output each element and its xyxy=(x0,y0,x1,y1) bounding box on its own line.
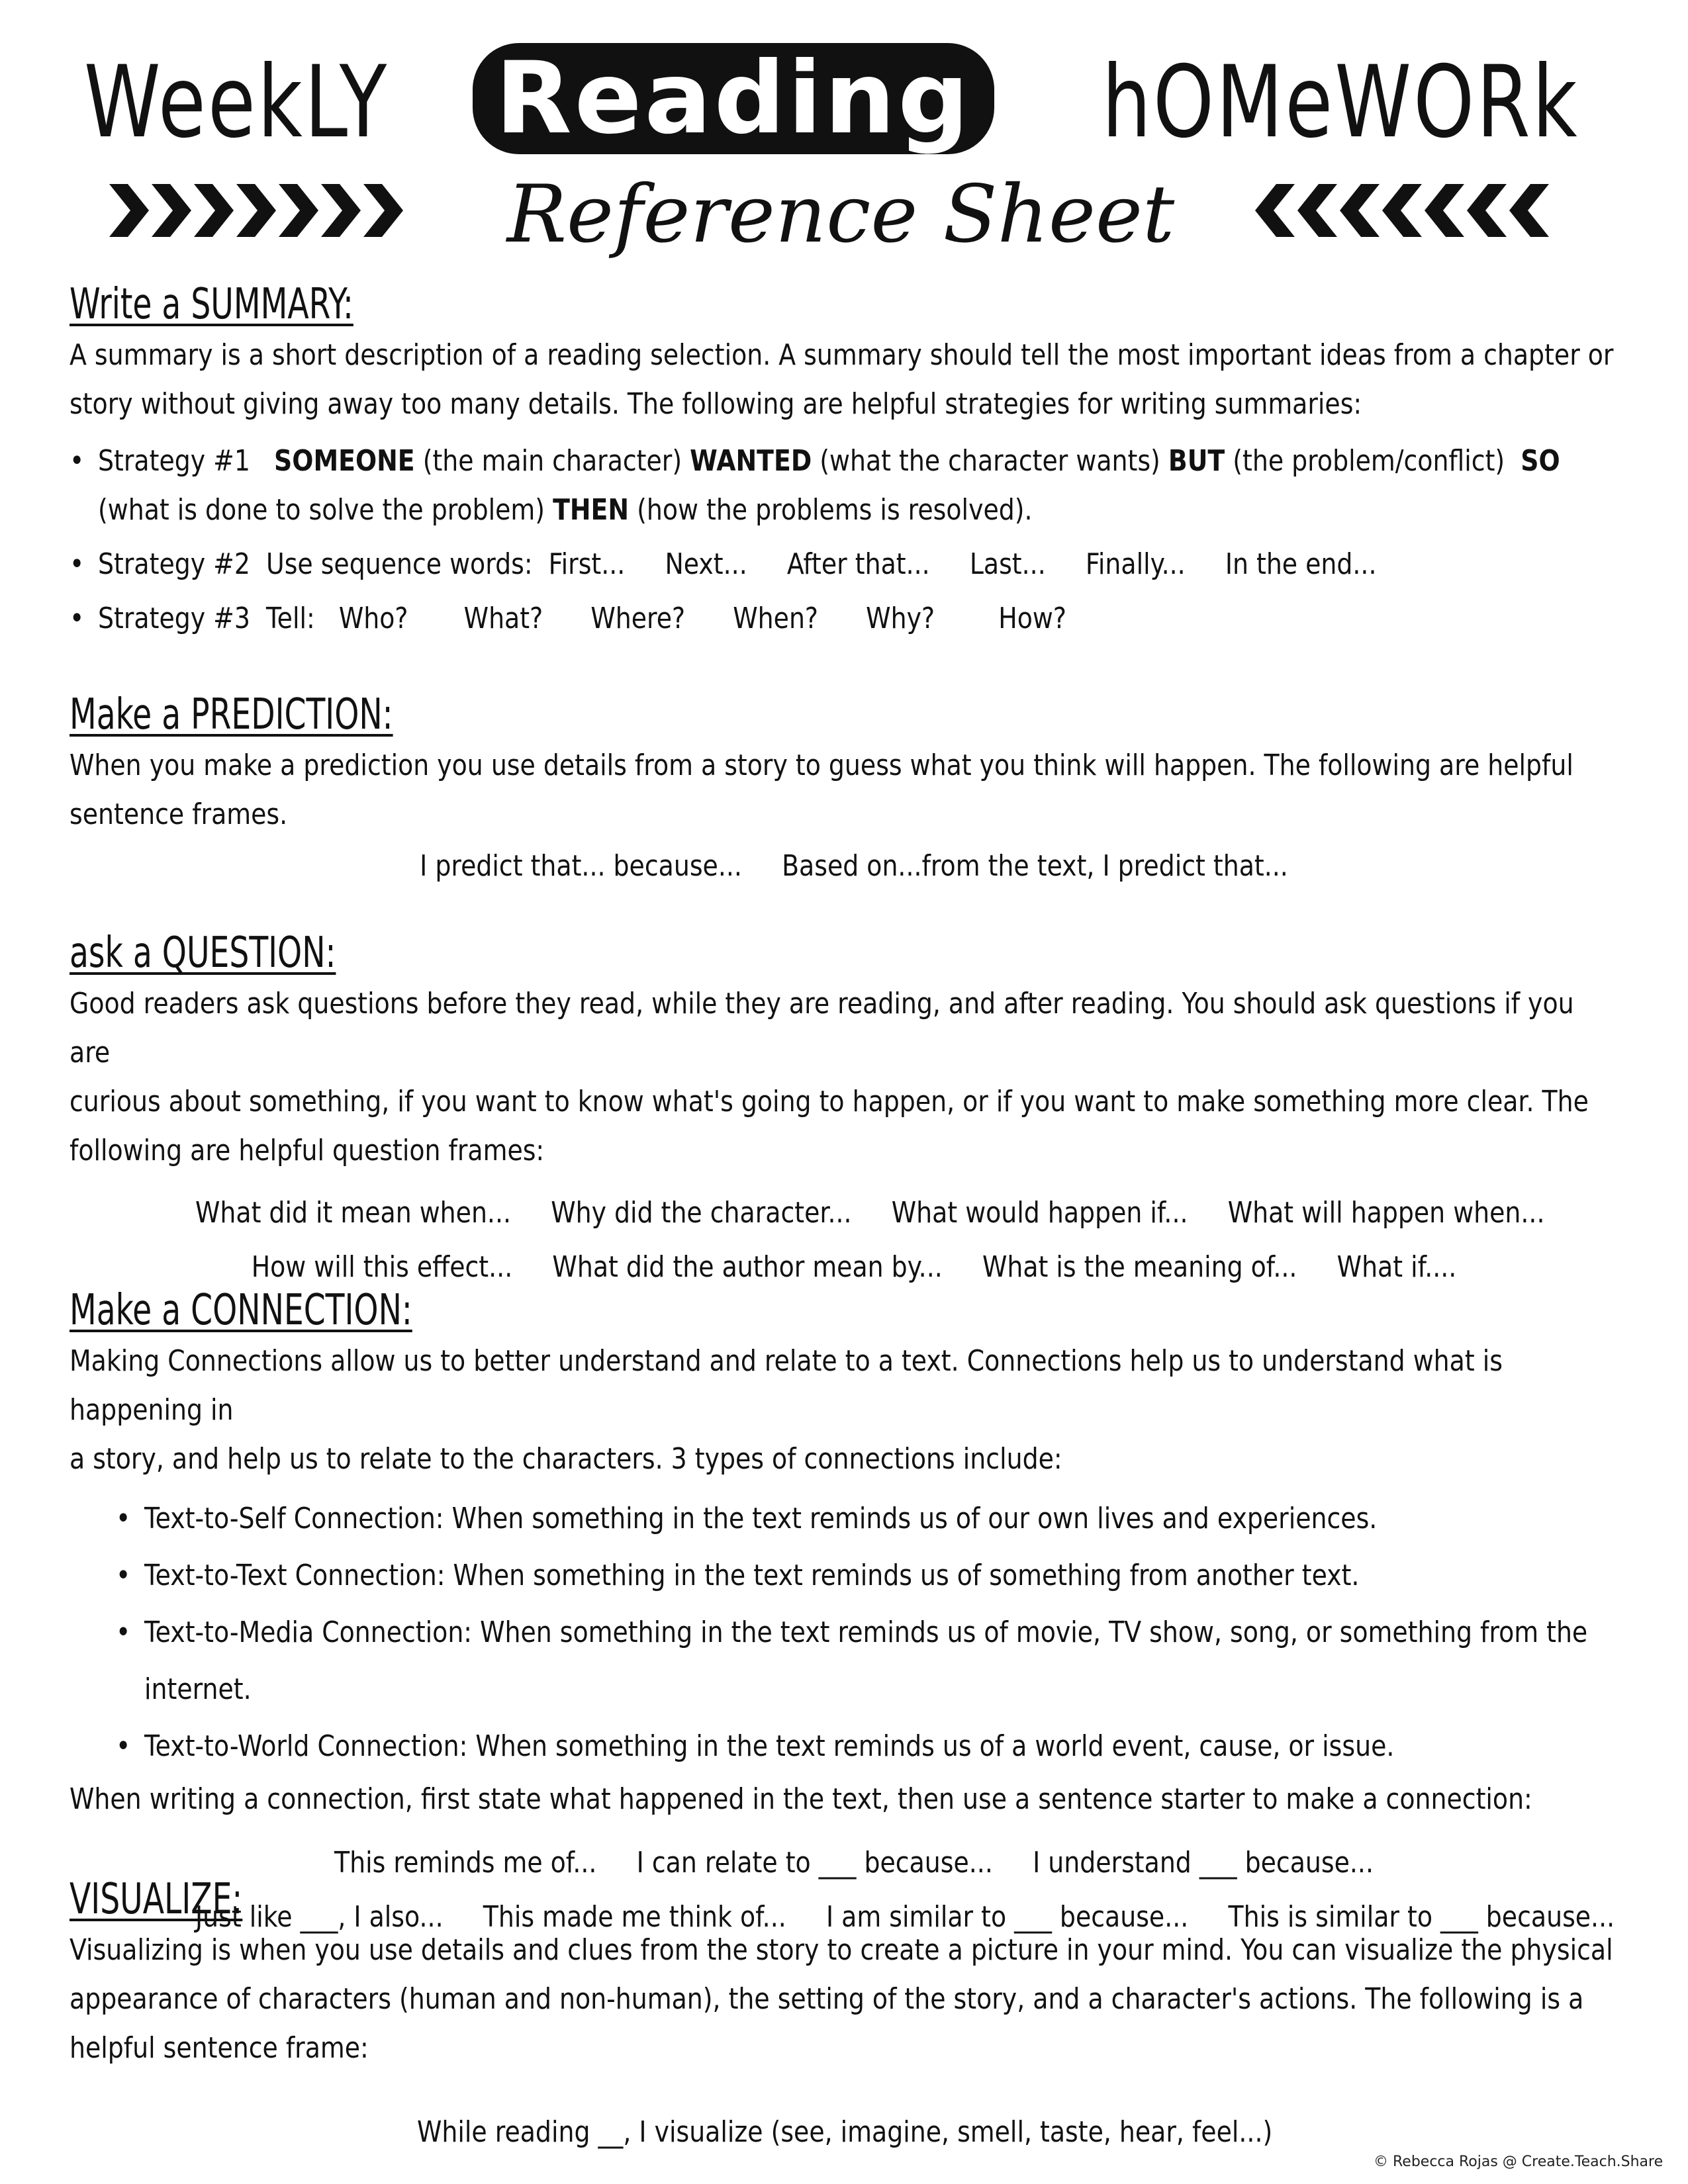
title-weekly: WeekLY xyxy=(84,45,389,160)
question-frames-row-1 xyxy=(179,1186,1545,1240)
question-intro-line-3: following are helpful question frames: xyxy=(70,1134,545,1167)
prediction-frames xyxy=(179,839,1528,893)
connection-intro-line-1: Making Connections allow us to better understand and relate to a text. Connections help us to understand what is happening in xyxy=(70,1344,1503,1427)
bullet-icon: • xyxy=(116,1729,131,1763)
strategy-1-cont: (what is done to solve the problem) THEN (how the problems is resolved). xyxy=(98,493,1033,527)
connection-frame: This reminds me of... xyxy=(334,1846,597,1880)
connection-frame: This made me think of... xyxy=(483,1900,786,1934)
chevron-arrows-left-icon xyxy=(1238,177,1549,244)
summary-intro-line-2: story without giving away too many details. The following are helpful strategies for writing summaries: xyxy=(70,387,1362,421)
bullet-icon: • xyxy=(70,547,85,581)
visualize-section xyxy=(70,1873,1638,2073)
subtitle: Reference Sheet xyxy=(506,169,1175,261)
connection-item: • Text-to-World Connection: When something in the text reminds us of a world event, cause, or issue. xyxy=(116,1718,1688,1775)
connection-frame: I am similar to ___ because... xyxy=(825,1900,1189,1934)
connection-intro-line-2: a story, and help us to relate to the characters. 3 types of connections include: xyxy=(70,1442,1062,1476)
question-frame: What would happen if... xyxy=(891,1196,1188,1230)
summary-heading: Write a SUMMARY: xyxy=(70,280,353,329)
question-heading: ask a QUESTION: xyxy=(70,929,336,978)
visualize-heading: VISUALIZE: xyxy=(70,1875,243,1924)
title-reading-badge: Reading xyxy=(473,43,994,154)
prediction-intro-line-1: When you make a prediction you use details from a story to guess what you think will happen. The following are helpful xyxy=(70,749,1573,782)
visualize-intro-line-1: Visualizing is when you use details and clues from the story to create a picture in your mind. You can visualize the physical xyxy=(70,1933,1613,1967)
chevron-arrows-right-icon xyxy=(109,177,420,244)
connection-item: • Text-to-Self Connection: When something in the text reminds us of our own lives and experiences. xyxy=(116,1490,1688,1547)
bullet-icon: • xyxy=(116,1559,131,1592)
bullet-icon: • xyxy=(116,1502,131,1535)
question-frame: What did it mean when... xyxy=(195,1196,512,1230)
copyright-notice: © Rebecca Rojas @ Create.Teach.Share xyxy=(1374,2154,1664,2170)
connection-item: • Text-to-Text Connection: When something in the text reminds us of something from another text. xyxy=(116,1547,1688,1604)
summary-intro-line-1: A summary is a short description of a reading selection. A summary should tell the most important ideas from a chapter or xyxy=(70,338,1614,372)
summary-section xyxy=(70,278,1638,643)
connection-item: • Text-to-Media Connection: When something in the text reminds us of movie, TV show, song, or something from the internet. xyxy=(116,1604,1688,1718)
question-frame: Why did the character... xyxy=(551,1196,852,1230)
prediction-section xyxy=(70,688,1638,893)
question-frame: How will this effect... xyxy=(251,1250,513,1284)
strategy-1: • Strategy #1 SOMEONE (the main character) WANTED (what the character wants) BUT (the problem/conflict) SO xyxy=(70,437,1646,486)
prediction-frame: Based on...from the text, I predict that... xyxy=(782,849,1288,883)
question-intro-line-2: curious about something, if you want to know what's going to happen, or if you want to make something more clear. The xyxy=(70,1085,1589,1118)
prediction-heading: Make a PREDICTION: xyxy=(70,690,393,739)
connection-outro: When writing a connection, first state what happened in the text, then use a sentence starter to make a connection: xyxy=(70,1782,1532,1816)
connection-types xyxy=(116,1490,1638,1775)
bullet-icon: • xyxy=(70,602,85,635)
question-section xyxy=(70,927,1638,1295)
question-frame: What will happen when... xyxy=(1227,1196,1545,1230)
strategy-2: • Strategy #2 Use sequence words: First... Next... After that... Last... Finally... In the end... xyxy=(70,540,1646,589)
question-frame: What did the author mean by... xyxy=(552,1250,943,1284)
question-frame: What if.... xyxy=(1336,1250,1457,1284)
connection-frame: I understand ___ because... xyxy=(1033,1846,1374,1880)
visualize-intro-line-2: appearance of characters (human and non-human), the setting of the story, and a character's actions. The following is a xyxy=(70,1982,1584,2016)
connection-heading: Make a CONNECTION: xyxy=(70,1286,412,1335)
connection-frame: I can relate to ___ because... xyxy=(636,1846,993,1880)
connection-frame: This is similar to ___ because... xyxy=(1228,1900,1615,1934)
bullet-icon: • xyxy=(70,444,85,478)
question-frame: What is the meaning of... xyxy=(982,1250,1297,1284)
visualize-frame: While reading __, I visualize (see, imagine, smell, taste, hear, feel...) xyxy=(417,2115,1273,2149)
summary-strategies xyxy=(70,437,1638,643)
prediction-intro-line-2: sentence frames. xyxy=(70,797,288,831)
prediction-frame: I predict that... because... xyxy=(420,849,742,883)
connection-section xyxy=(70,1284,1638,1944)
page-title xyxy=(0,36,1688,169)
connection-frame: Just like ___, I also... xyxy=(195,1900,444,1934)
visualize-intro-line-3: helpful sentence frame: xyxy=(70,2031,369,2065)
question-intro-line-1: Good readers ask questions before they read, while they are reading, and after reading. You should ask questions if you are xyxy=(70,987,1574,1069)
strategy-3: • Strategy #3 Tell: Who? What? Where? When? Why? How? xyxy=(70,594,1646,643)
title-homework: hOMeWORk xyxy=(1102,45,1579,160)
bullet-icon: • xyxy=(116,1615,131,1649)
